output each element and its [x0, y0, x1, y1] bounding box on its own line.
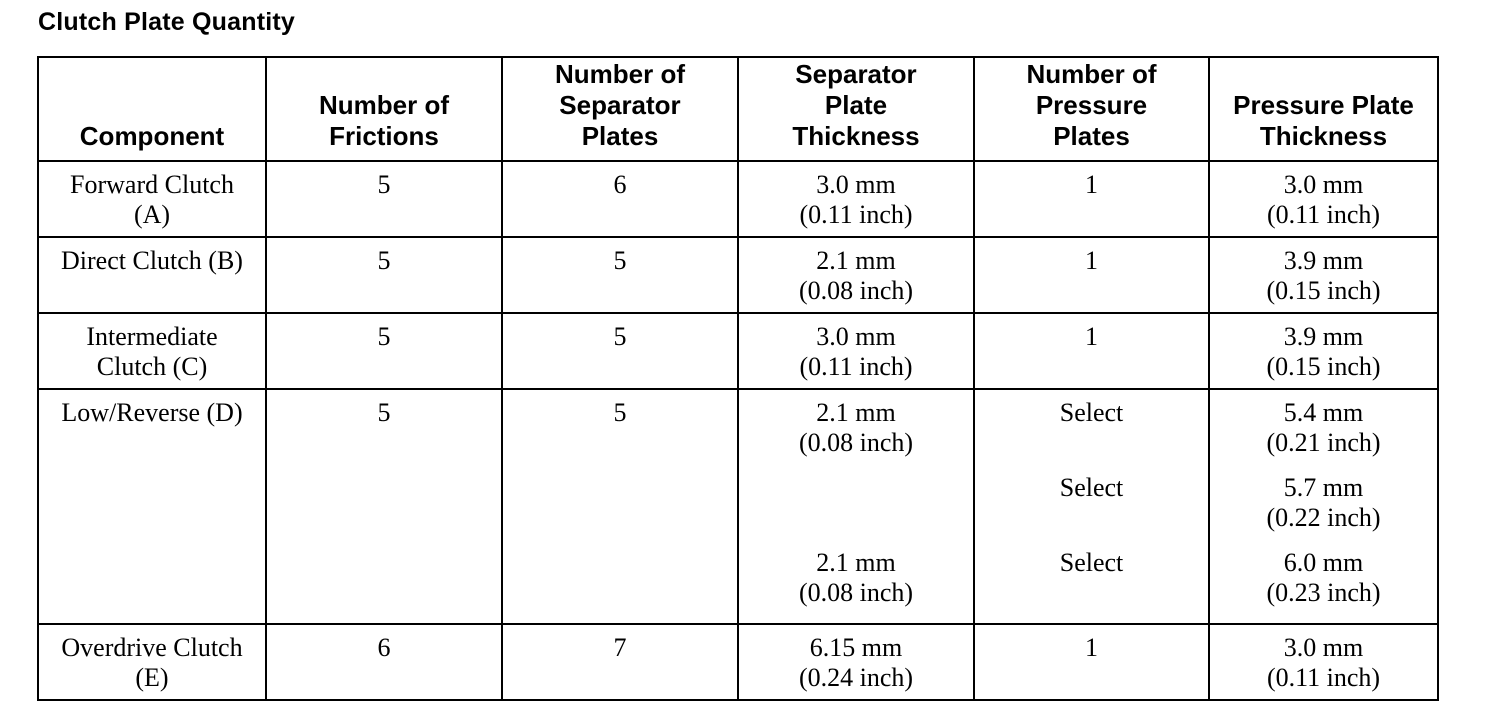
cell-pressure-thickness: 3.0 mm (0.11 inch)	[1209, 161, 1438, 237]
cell-separator-plates: 6	[502, 161, 738, 237]
table-row	[38, 237, 1438, 313]
cell-component: Overdrive Clutch (E)	[38, 624, 266, 700]
cell-frictions: 5	[266, 389, 502, 624]
cell-frictions: 5	[266, 161, 502, 237]
sub-entry: 5.4 mm (0.21 inch)	[1266, 398, 1381, 457]
cell-pressure-thickness: 3.9 mm (0.15 inch)	[1209, 313, 1438, 389]
header-row	[38, 57, 1438, 161]
header-separator-thickness: Separator Plate Thickness	[738, 57, 974, 161]
cell-separator-thickness: 3.0 mm (0.11 inch)	[738, 313, 974, 389]
clutch-plate-table	[37, 56, 1439, 701]
header-pressure-plates: Number of Pressure Plates	[974, 57, 1209, 161]
sub-entry: Select	[1059, 398, 1124, 427]
table-row	[38, 161, 1438, 237]
cell-frictions: 5	[266, 313, 502, 389]
cell-pressure-plates: 1	[974, 624, 1209, 700]
cell-pressure-thickness: 3.0 mm (0.11 inch)	[1209, 624, 1438, 700]
cell-pressure-plates: 1	[974, 237, 1209, 313]
header-frictions: Number of Frictions	[266, 57, 502, 161]
cell-separator-thickness: 2.1 mm (0.08 inch)	[738, 237, 974, 313]
header-pressure-thickness: Pressure Plate Thickness	[1209, 57, 1438, 161]
cell-separator-plates: 5	[502, 389, 738, 624]
sub-entry-empty	[739, 473, 973, 548]
cell-component: Intermediate Clutch (C)	[38, 313, 266, 389]
cell-component: Direct Clutch (B)	[38, 237, 266, 313]
table-row	[38, 389, 1438, 624]
table-row	[38, 624, 1438, 700]
cell-separator-plates: 5	[502, 313, 738, 389]
sub-entry: 2.1 mm (0.08 inch)	[798, 398, 914, 457]
cell-separator-thickness: 3.0 mm (0.11 inch)	[738, 161, 974, 237]
cell-pressure-thickness: 3.9 mm (0.15 inch)	[1209, 237, 1438, 313]
cell-separator-thickness: 6.15 mm (0.24 inch)	[738, 624, 974, 700]
cell-frictions: 6	[266, 624, 502, 700]
cell-pressure-plates	[974, 389, 1209, 624]
page-title: Clutch Plate Quantity	[38, 8, 296, 36]
sub-entry: 5.7 mm (0.22 inch)	[1266, 473, 1381, 532]
header-separator-plates: Number of Separator Plates	[502, 57, 738, 161]
sub-entry: 2.1 mm (0.08 inch)	[798, 548, 914, 607]
cell-frictions: 5	[266, 237, 502, 313]
header-component: Component	[38, 57, 266, 161]
table-row	[38, 313, 1438, 389]
sub-entry: Select	[1059, 473, 1124, 502]
cell-separator-thickness	[738, 389, 974, 624]
cell-pressure-thickness	[1209, 389, 1438, 624]
sub-entry: 6.0 mm (0.23 inch)	[1266, 548, 1381, 607]
cell-pressure-plates: 1	[974, 161, 1209, 237]
cell-separator-plates: 5	[502, 237, 738, 313]
cell-pressure-plates: 1	[974, 313, 1209, 389]
sub-entry: Select	[1059, 548, 1124, 577]
cell-separator-plates: 7	[502, 624, 738, 700]
cell-component: Low/Reverse (D)	[38, 389, 266, 624]
cell-component: Forward Clutch (A)	[38, 161, 266, 237]
